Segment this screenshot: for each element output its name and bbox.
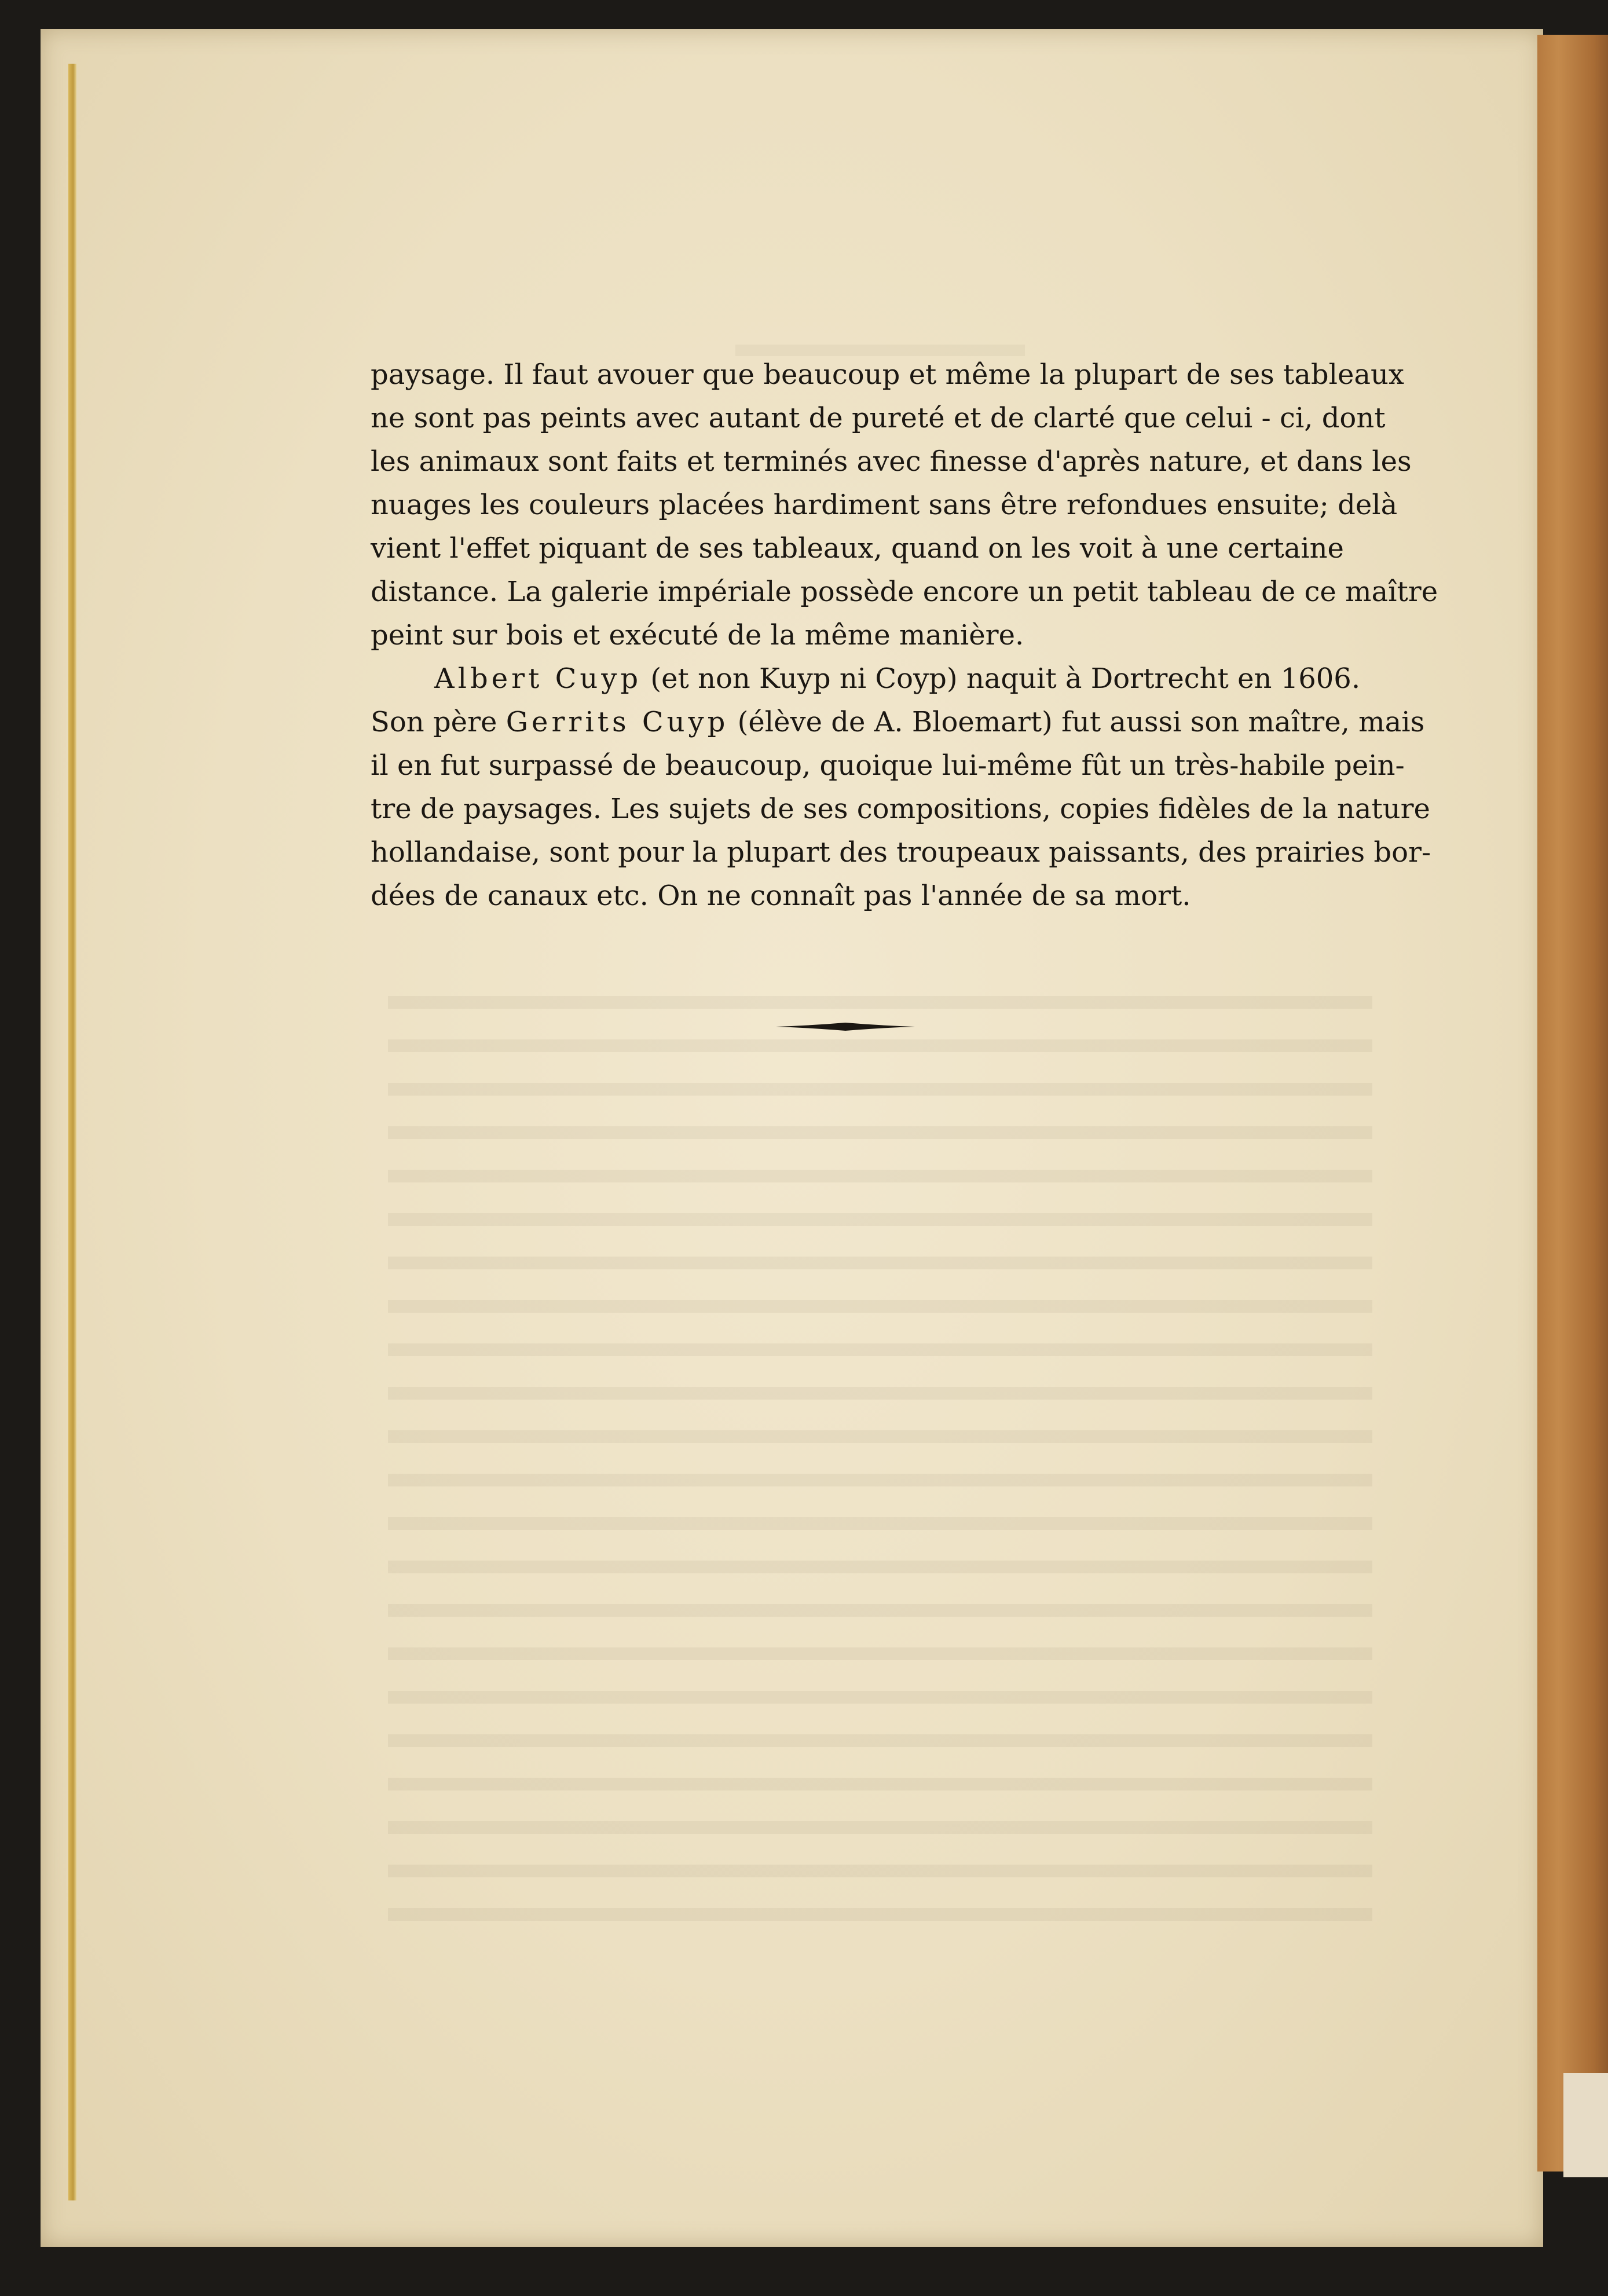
show-through-text <box>388 973 1372 1923</box>
text-run: (élève de A. Bloemart) fut aussi son maître, mais <box>728 706 1425 738</box>
paragraph-2 <box>371 657 1431 918</box>
painter-father-name: Gerrits Cuyp <box>506 706 729 738</box>
text-line: ne sont pas peints avec autant de pureté et de clarté que celui - ci, dont <box>371 402 1386 434</box>
book-cover-edge <box>1537 35 1608 2172</box>
text-line: hollandaise, sont pour la plupart des troupeaux paissants, des prairies bor- <box>371 836 1431 869</box>
text-line: dées de canaux etc. On ne connaît pas l'année de sa mort. <box>371 880 1191 912</box>
text-line: peint sur bois et exécuté de la même manière. <box>371 619 1024 651</box>
text-line: distance. La galerie impériale possède encore un petit tableau de ce maître <box>371 576 1438 608</box>
text-run: Son père <box>371 706 506 738</box>
paragraph-1 <box>371 353 1438 657</box>
text-line: nuages les couleurs placées hardiment sans être refondues ensuite; delà <box>371 489 1398 521</box>
text-line: tre de paysages. Les sujets de ses compositions, copies fidèles de la nature <box>371 793 1430 825</box>
text-line: paysage. Il faut avouer que beaucoup et même la plupart de ses tableaux <box>371 358 1404 391</box>
cover-edge-paper <box>1563 2073 1608 2177</box>
text-line <box>371 701 1425 744</box>
text-line: vient l'effet piquant de ses tableaux, quand on les voit à une certaine <box>371 532 1344 565</box>
gilt-page-edge <box>68 64 76 2200</box>
body-text <box>371 353 1438 918</box>
painter-name: Albert Cuyp <box>434 662 642 695</box>
text-line <box>371 657 1361 701</box>
text-run: (et non Kuyp ni Coyp) naquit à Dortrecht en 1606. <box>642 662 1361 695</box>
tapered-rule-ornament-icon <box>776 1020 915 1033</box>
text-line: les animaux sont faits et terminés avec finesse d'après nature, et dans les <box>371 445 1412 478</box>
text-line: il en fut surpassé de beaucoup, quoique lui-même fût un très-habile pein- <box>371 749 1405 782</box>
